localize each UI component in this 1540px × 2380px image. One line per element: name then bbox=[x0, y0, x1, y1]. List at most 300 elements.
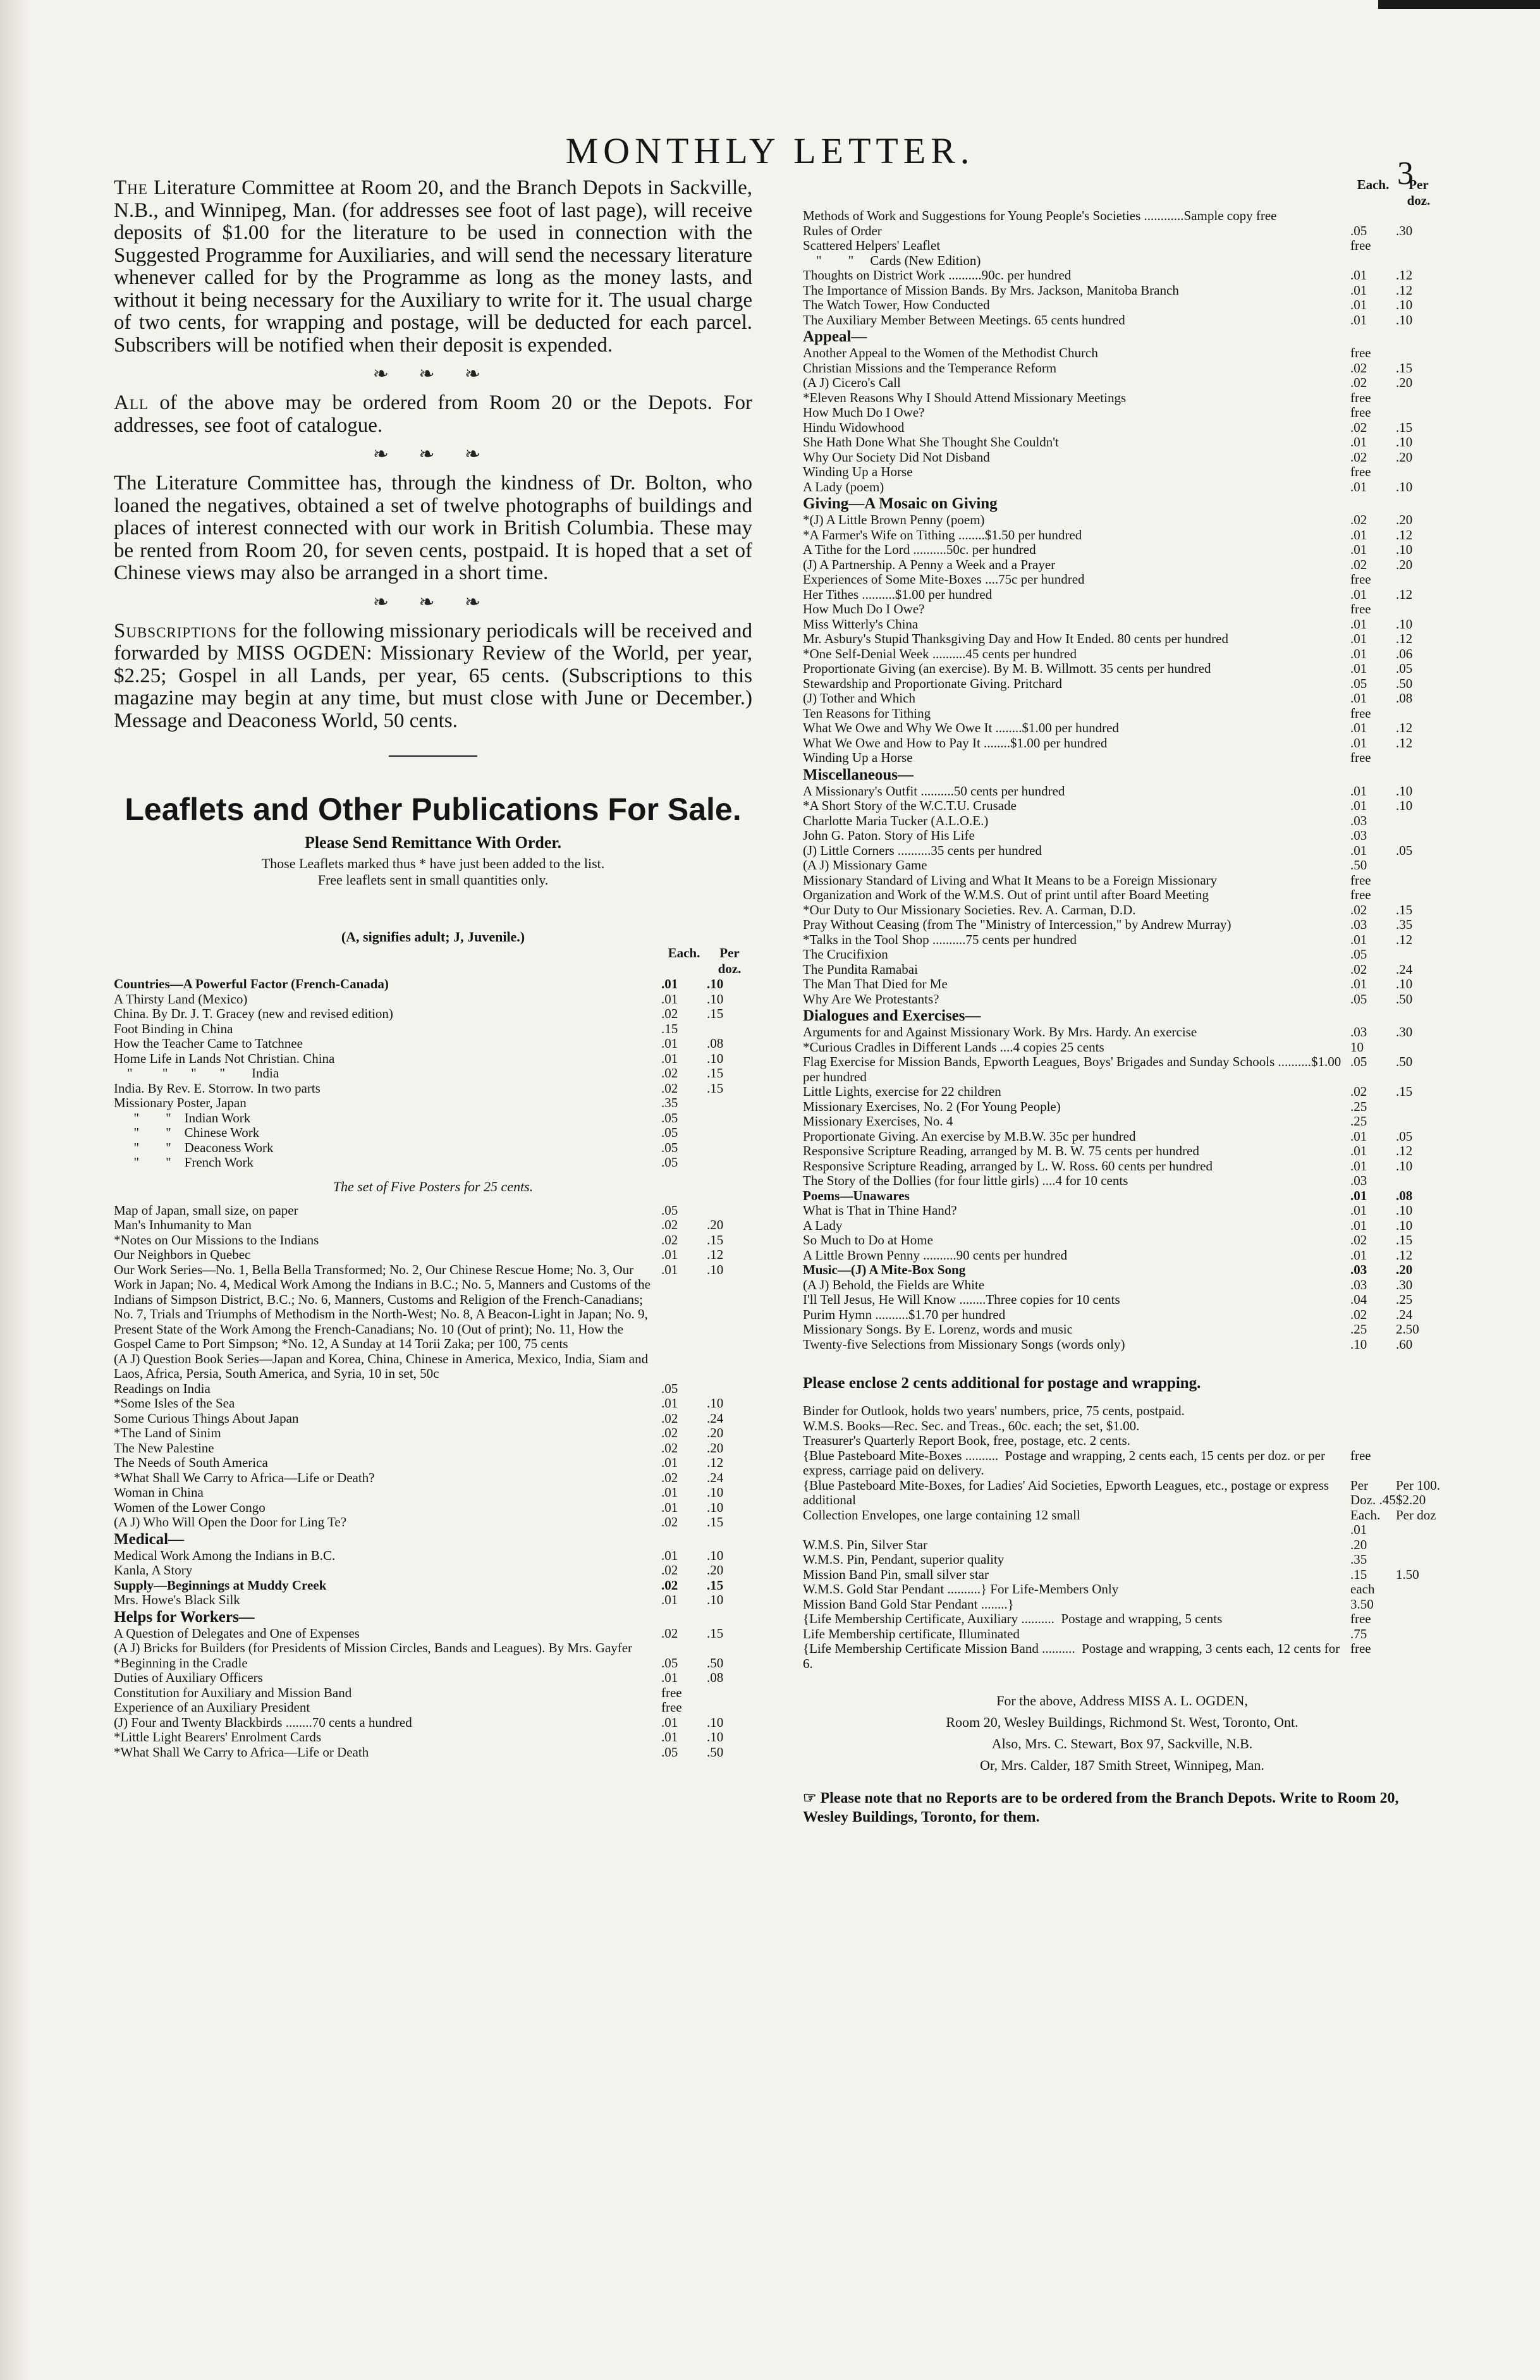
price-per-doz: .50 bbox=[707, 1744, 724, 1760]
list-music bbox=[803, 1278, 1441, 1353]
price-per-doz: .10 bbox=[1396, 542, 1413, 557]
list-item bbox=[114, 1022, 752, 1037]
price-per-doz bbox=[1396, 1582, 1441, 1597]
price-each: .02 bbox=[661, 1577, 678, 1593]
price-per-doz bbox=[1396, 465, 1441, 480]
price-each: .01 bbox=[1350, 586, 1367, 602]
list-item bbox=[803, 376, 1441, 391]
list-misc-left bbox=[114, 1203, 752, 1530]
list-supply bbox=[114, 1593, 752, 1608]
section-giving: Giving—A Mosaic on Giving bbox=[803, 495, 998, 512]
section-poems bbox=[803, 1189, 1441, 1204]
price-per-doz: .15 bbox=[1396, 1232, 1413, 1248]
item-title: So Much to Do at Home bbox=[803, 1232, 933, 1248]
price-per-doz bbox=[1396, 1114, 1441, 1129]
item-title: {Life Membership Certificate, Auxiliary .......... Postage and wrapping, 5 cents bbox=[803, 1611, 1223, 1626]
paragraph-lead: The bbox=[114, 176, 148, 199]
list-item bbox=[803, 465, 1441, 480]
price-per-doz: .12 bbox=[1396, 586, 1413, 602]
per-doz-header: Per doz. bbox=[1407, 177, 1431, 208]
price-each: .02 bbox=[661, 1080, 678, 1096]
price-each: free bbox=[1350, 464, 1371, 479]
list-item bbox=[803, 888, 1441, 903]
list-item bbox=[114, 1671, 752, 1686]
legend-note: (A, signifies adult; J, Juvenile.) bbox=[341, 929, 525, 945]
item-title: Rules of Order bbox=[803, 223, 882, 238]
address-block bbox=[803, 1690, 1441, 1776]
list-item bbox=[803, 799, 1441, 814]
item-title: The Needs of South America bbox=[114, 1455, 268, 1470]
item-title: Proportionate Giving. An exercise by M.B.W. 35c per hundred bbox=[803, 1128, 1136, 1144]
postage-note: Please enclose 2 cents additional for postage and wrapping. bbox=[803, 1375, 1201, 1392]
price-per-doz: .06 bbox=[1396, 646, 1413, 661]
price-each: .01 bbox=[661, 1455, 678, 1470]
ornament: ❧ ❧ ❧ bbox=[372, 364, 494, 384]
subscriptions-paragraph bbox=[114, 620, 752, 733]
price-per-doz bbox=[707, 1700, 752, 1715]
price-each: .02 bbox=[1350, 360, 1367, 376]
item-title: I'll Tell Jesus, He Will Know ........Three copies for 10 cents bbox=[803, 1292, 1120, 1307]
list-dialogues bbox=[803, 1025, 1441, 1189]
list-item bbox=[803, 528, 1441, 543]
item-title: (J) Four and Twenty Blackbirds ........70 cents a hundred bbox=[114, 1714, 412, 1730]
price-each: .01 bbox=[1350, 542, 1367, 557]
price-per-doz: .25 bbox=[1396, 1292, 1413, 1307]
price-per-doz bbox=[1396, 391, 1441, 406]
price-each: .10 bbox=[1350, 1336, 1367, 1352]
list-item bbox=[803, 572, 1441, 587]
price-per-doz bbox=[707, 1022, 752, 1037]
price-each: .03 bbox=[1350, 1024, 1367, 1040]
list-item bbox=[803, 283, 1441, 298]
item-title: Some Curious Things About Japan bbox=[114, 1410, 299, 1426]
section-title: Poems—Unawares bbox=[803, 1187, 910, 1203]
price-each: .01 bbox=[1350, 297, 1367, 312]
item-title: (A J) Bricks for Builders (for Presidents of Mission Circles, Bands and Leagues). By Mrs. Gayfer bbox=[114, 1640, 633, 1655]
item-title: Missionary Standard of Living and What It Means to be a Foreign Missionary bbox=[803, 872, 1218, 888]
price-per-doz: .08 bbox=[707, 1036, 724, 1051]
price-per-doz: .15 bbox=[707, 1232, 724, 1248]
price-per-doz: .15 bbox=[707, 1080, 724, 1096]
list-item bbox=[114, 1700, 752, 1715]
item-title: Mr. Asbury's Stupid Thanksgiving Day and How It Ended. 80 cents per hundred bbox=[803, 631, 1228, 646]
list-item bbox=[803, 1218, 1441, 1234]
list-item bbox=[803, 736, 1441, 751]
price-per-doz: Per 100. $2.20 bbox=[1396, 1477, 1440, 1507]
price-per-doz: .10 bbox=[1396, 616, 1413, 632]
price-each bbox=[661, 1352, 707, 1382]
list-item bbox=[803, 1144, 1441, 1159]
price-per-doz bbox=[1396, 814, 1441, 829]
list-item bbox=[803, 435, 1441, 450]
section-miscellaneous: Miscellaneous— bbox=[803, 766, 914, 783]
price-each: .20 bbox=[1350, 1537, 1367, 1552]
price-each: .01 bbox=[1350, 1247, 1367, 1263]
price-per-doz bbox=[707, 1141, 752, 1156]
price-per-doz bbox=[1396, 858, 1441, 873]
price-each: .04 bbox=[1350, 1292, 1367, 1307]
list-item bbox=[803, 1233, 1441, 1248]
list-miscellaneous bbox=[803, 784, 1441, 1007]
price-per-doz bbox=[1396, 1597, 1441, 1612]
price-each bbox=[1350, 1404, 1396, 1419]
price-each: free bbox=[1350, 1611, 1371, 1626]
price-each: free bbox=[1350, 390, 1371, 405]
item-title: John G. Paton. Story of His Life bbox=[803, 828, 975, 843]
list-item bbox=[114, 1248, 752, 1263]
price-each: .05 bbox=[661, 1125, 678, 1140]
price-per-doz: .15 bbox=[707, 1625, 724, 1641]
price-each bbox=[661, 1641, 707, 1656]
price-each: .01 bbox=[661, 1670, 678, 1685]
item-title: Experiences of Some Mite-Boxes ....75c per hundred bbox=[803, 572, 1085, 587]
price-per-doz: .50 bbox=[1396, 991, 1413, 1007]
list-item bbox=[803, 238, 1441, 254]
item-title: " " Indian Work bbox=[114, 1110, 251, 1126]
price-per-doz: .20 bbox=[707, 1425, 724, 1440]
price-per-doz: .10 bbox=[1396, 783, 1413, 799]
price-each: .05 bbox=[661, 1655, 678, 1671]
price-each: .05 bbox=[1350, 675, 1367, 691]
price-each: .02 bbox=[1350, 961, 1367, 977]
item-title: Stewardship and Proportionate Giving. Pritchard bbox=[803, 675, 1063, 691]
item-title: (A J) Behold, the Fields are White bbox=[803, 1277, 985, 1292]
price-per-doz: .10 bbox=[707, 1499, 724, 1515]
price-per-doz: .12 bbox=[707, 1247, 724, 1262]
item-title: A Thirsty Land (Mexico) bbox=[114, 991, 248, 1007]
section-title: Supply—Beginnings at Muddy Creek bbox=[114, 1577, 327, 1593]
price-per-doz: .12 bbox=[1396, 267, 1413, 283]
section-helps: Helps for Workers— bbox=[114, 1608, 255, 1626]
item-title: A Tithe for the Lord ..........50c. per hundred bbox=[803, 542, 1036, 557]
price-each: .05 bbox=[661, 1139, 678, 1155]
price-per-doz: .15 bbox=[707, 1514, 724, 1530]
list-item bbox=[803, 1084, 1441, 1100]
list-item bbox=[114, 1382, 752, 1397]
item-title: Proportionate Giving (an exercise). By M. B. Willmott. 35 cents per hundred bbox=[803, 661, 1211, 676]
price-each: .02 bbox=[1350, 419, 1367, 435]
price-each: .02 bbox=[1350, 449, 1367, 465]
price-each: .25 bbox=[1350, 1322, 1367, 1337]
item-title: Readings on India bbox=[114, 1380, 211, 1396]
item-title: A Lady (poem) bbox=[803, 479, 884, 494]
price-per-doz bbox=[1396, 346, 1441, 361]
price-per-doz: .50 bbox=[1396, 675, 1413, 691]
item-title: Ten Reasons for Tithing bbox=[803, 705, 931, 721]
price-per-doz: .24 bbox=[707, 1469, 724, 1485]
price-each: free bbox=[1350, 750, 1371, 765]
list-item bbox=[114, 1656, 752, 1671]
list-item bbox=[114, 1126, 752, 1141]
price-per-doz: .12 bbox=[1396, 931, 1413, 947]
list-item bbox=[803, 784, 1441, 799]
list-item bbox=[803, 1114, 1441, 1129]
price-per-doz: .12 bbox=[707, 1455, 724, 1470]
price-per-doz: .20 bbox=[1396, 512, 1413, 527]
section-countries bbox=[114, 977, 752, 992]
price-each: .03 bbox=[1350, 1173, 1367, 1188]
item-title: Foot Binding in China bbox=[114, 1021, 233, 1036]
price-per-doz: .10 bbox=[707, 1729, 724, 1745]
section-supply bbox=[114, 1578, 752, 1593]
item-title: (A J) Who Will Open the Door for Ling Te? bbox=[114, 1514, 347, 1530]
each-header: Each. bbox=[1357, 177, 1390, 192]
remittance-note: Please Send Remittance With Order. bbox=[304, 833, 562, 852]
list-item bbox=[114, 1036, 752, 1052]
price-per-doz bbox=[1396, 238, 1441, 254]
price-each: 10 bbox=[1350, 1039, 1364, 1055]
list-item bbox=[803, 1419, 1441, 1434]
item-title: " " French Work bbox=[114, 1155, 254, 1170]
item-title: A Little Brown Penny ..........90 cents per hundred bbox=[803, 1247, 1068, 1263]
item-title: Another Appeal to the Women of the Methodist Church bbox=[803, 345, 1098, 360]
price-per-doz bbox=[1396, 1612, 1441, 1627]
list-item bbox=[803, 814, 1441, 829]
list-item bbox=[803, 1203, 1441, 1218]
price-per-doz: .10 bbox=[1396, 798, 1413, 813]
list-item bbox=[803, 1322, 1441, 1337]
list-item bbox=[114, 1456, 752, 1471]
list-item bbox=[803, 313, 1441, 328]
list-item bbox=[803, 873, 1441, 888]
branch-depot-notice: ☞ Please note that no Reports are to be ordered from the Branch Depots. Write to Room 20, Wesley Buildings, Toronto, for them. bbox=[803, 1790, 1399, 1825]
address-line: Also, Mrs. C. Stewart, Box 97, Sackville, N.B. bbox=[991, 1736, 1253, 1751]
price-per-doz bbox=[1396, 1404, 1441, 1419]
list-item bbox=[114, 1141, 752, 1156]
list-item bbox=[114, 1745, 752, 1760]
item-title: What We Owe and How to Pay It ........$1.00 per hundred bbox=[803, 735, 1108, 751]
price-per-doz bbox=[1396, 751, 1441, 766]
price-per-doz: .10 bbox=[707, 976, 724, 991]
price-per-doz bbox=[1396, 572, 1441, 587]
item-title: The Watch Tower, How Conducted bbox=[803, 297, 990, 312]
list-item bbox=[803, 1641, 1441, 1671]
item-title: Binder for Outlook, holds two years' numbers, price, 75 cents, postpaid. bbox=[803, 1403, 1185, 1418]
item-title: Our Neighbors in Quebec bbox=[114, 1247, 251, 1262]
price-per-doz: .20 bbox=[1396, 375, 1413, 390]
item-title: What We Owe and Why We Owe It ........$1.00 per hundred bbox=[803, 720, 1119, 735]
price-each: .05 bbox=[1350, 947, 1367, 962]
price-each: free bbox=[1350, 1447, 1371, 1463]
price-per-doz: 1.50 bbox=[1396, 1566, 1419, 1582]
list-item bbox=[803, 1597, 1441, 1612]
item-title: Kanla, A Story bbox=[114, 1562, 193, 1578]
section-dialogues: Dialogues and Exercises— bbox=[803, 1007, 981, 1024]
price-each: .01 bbox=[1350, 631, 1367, 646]
list-item bbox=[803, 1552, 1441, 1567]
price-per-doz bbox=[1396, 602, 1441, 617]
price-per-doz bbox=[1396, 706, 1441, 721]
price-per-doz: .20 bbox=[707, 1217, 724, 1232]
price-per-doz: .08 bbox=[1396, 1187, 1413, 1203]
address-line: Room 20, Wesley Buildings, Richmond St. West, Toronto, Ont. bbox=[946, 1714, 1299, 1730]
price-each: .03 bbox=[1350, 828, 1367, 843]
price-each: .01 bbox=[1350, 1187, 1367, 1203]
item-title: The Pundita Ramabai bbox=[803, 961, 918, 977]
list-item bbox=[803, 1278, 1441, 1293]
price-per-doz bbox=[707, 1203, 752, 1218]
item-title: The Auxiliary Member Between Meetings. 65 cents hundred bbox=[803, 312, 1125, 328]
item-title: *Eleven Reasons Why I Should Attend Missionary Meetings bbox=[803, 390, 1127, 405]
price-each: .05 bbox=[1350, 991, 1367, 1007]
item-title: Experience of an Auxiliary President bbox=[114, 1700, 310, 1715]
price-each: free bbox=[1350, 601, 1371, 616]
list-item bbox=[114, 1471, 752, 1486]
price-each: .35 bbox=[661, 1095, 678, 1110]
list-item bbox=[803, 1174, 1441, 1189]
price-each: .02 bbox=[661, 1410, 678, 1426]
list-item bbox=[114, 1396, 752, 1411]
price-each: 3.50 bbox=[1350, 1596, 1374, 1612]
price-each: .01 bbox=[1350, 720, 1367, 735]
item-title: Man's Inhumanity to Man bbox=[114, 1217, 252, 1232]
price-each: .01 bbox=[661, 1036, 678, 1051]
list-item bbox=[803, 209, 1441, 224]
item-title: " " Cards (New Edition) bbox=[803, 252, 981, 268]
ornament: ❧ ❧ ❧ bbox=[372, 444, 494, 465]
item-title: Arguments for and Against Missionary Work. By Mrs. Hardy. An exercise bbox=[803, 1024, 1197, 1040]
price-each: .02 bbox=[661, 1469, 678, 1485]
list-item bbox=[114, 1626, 752, 1641]
list-item bbox=[803, 298, 1441, 313]
price-per-doz: .15 bbox=[1396, 419, 1413, 435]
price-per-doz bbox=[1396, 1552, 1441, 1567]
paragraph-lead: All bbox=[114, 391, 149, 414]
item-title: {Life Membership Certificate Mission Band .......... Postage and wrapping, 3 cents each, 12 cents for 6. bbox=[803, 1641, 1343, 1671]
item-title: (J) A Partnership. A Penny a Week and a Prayer bbox=[803, 556, 1056, 572]
price-each: .01 bbox=[1350, 527, 1367, 543]
item-title: Organization and Work of the W.M.S. Out of print until after Board Meeting bbox=[803, 887, 1209, 902]
price-per-doz: .35 bbox=[1396, 917, 1413, 932]
price-each: .02 bbox=[661, 1514, 678, 1530]
item-title: The Importance of Mission Bands. By Mrs. Jackson, Manitoba Branch bbox=[803, 282, 1179, 298]
item-title: Medical Work Among the Indians in B.C. bbox=[114, 1547, 336, 1563]
item-title: Little Lights, exercise for 22 children bbox=[803, 1084, 1001, 1099]
item-title: " " Chinese Work bbox=[114, 1125, 260, 1140]
price-each: .01 bbox=[1350, 1203, 1367, 1218]
list-item bbox=[803, 558, 1441, 573]
item-title: *What Shall We Carry to Africa—Life or Death bbox=[114, 1744, 369, 1760]
list-item bbox=[803, 1129, 1441, 1144]
price-per-doz bbox=[1396, 1433, 1441, 1449]
price-each: .03 bbox=[1350, 917, 1367, 932]
price-each: .25 bbox=[1350, 1113, 1367, 1129]
price-each: .01 bbox=[1350, 798, 1367, 813]
item-title: Responsive Scripture Reading, arranged by M. B. W. 75 cents per hundred bbox=[803, 1143, 1199, 1158]
item-title: Missionary Exercises, No. 2 (For Young People) bbox=[803, 1098, 1061, 1114]
price-each: free bbox=[661, 1684, 682, 1700]
price-per-doz: .10 bbox=[1396, 1203, 1413, 1218]
price-per-doz: .12 bbox=[1396, 720, 1413, 735]
item-title: Twenty-five Selections from Missionary Songs (words only) bbox=[803, 1336, 1125, 1352]
price-each: .02 bbox=[661, 1232, 678, 1248]
order-paragraph bbox=[114, 392, 752, 437]
page-number: 3 bbox=[1397, 156, 1414, 192]
price-each: .01 bbox=[1350, 783, 1367, 799]
price-per-doz: .05 bbox=[1396, 842, 1413, 858]
price-each: .02 bbox=[1350, 375, 1367, 390]
price-per-doz bbox=[707, 1641, 752, 1656]
price-per-doz: .05 bbox=[1396, 1128, 1413, 1144]
list-item bbox=[803, 843, 1441, 859]
item-title: Responsive Scripture Reading, arranged by L. W. Ross. 60 cents per hundred bbox=[803, 1158, 1213, 1174]
price-per-doz: .10 bbox=[707, 991, 724, 1007]
item-title: A Question of Delegates and One of Expenses bbox=[114, 1625, 360, 1641]
price-each: .01 bbox=[1350, 616, 1367, 632]
scan-top-bar bbox=[1378, 0, 1540, 9]
item-title: The Crucifixion bbox=[803, 947, 888, 962]
price-each: .15 bbox=[1350, 1566, 1367, 1582]
price-per-doz bbox=[1396, 1641, 1441, 1671]
list-appeal bbox=[803, 346, 1441, 494]
item-title: {Blue Pasteboard Mite-Boxes, for Ladies' Aid Societies, Epworth Leagues, etc., postage or express additional bbox=[803, 1477, 1333, 1507]
catalogue-title: Leaflets and Other Publications For Sale. bbox=[125, 792, 742, 827]
price-per-doz: .12 bbox=[1396, 735, 1413, 751]
price-per-doz: .10 bbox=[707, 1592, 724, 1607]
list-item bbox=[803, 1404, 1441, 1419]
item-title: Our Work Series—No. 1, Bella Bella Transformed; No. 2, Our Chinese Rescue Home; No. 3, Our Work in Japan; No. 4, Medical Work Among the Indians in B.C.; No. 5, Manners and Customs of the Indians of Simpson District, B.C.; No. 6, Manners, Customs and Religion of the French-Canadians; No. 7, Trials and Triumphs of Methodism in the North-West; No. 8, A Beacon-Light in Japan; No. 9, Present State of the Work Among the French-Canadians; No. 10 (Out of print); No. 11, How the Gospel Came to Port Simpson; *No. 12, A Sunday at 14 Torii Zaka; per 100, 75 cents bbox=[114, 1261, 654, 1351]
list-item bbox=[803, 977, 1441, 992]
posters-caption: The set of Five Posters for 25 cents. bbox=[333, 1178, 534, 1194]
price-per-doz: .24 bbox=[1396, 1306, 1413, 1322]
price-per-doz bbox=[707, 1686, 752, 1701]
price-per-doz bbox=[707, 1126, 752, 1141]
list-item bbox=[803, 721, 1441, 736]
item-title: How Much Do I Owe? bbox=[803, 601, 925, 616]
price-per-doz: Per doz bbox=[1396, 1507, 1436, 1523]
price-per-doz: .10 bbox=[707, 1395, 724, 1411]
price-per-doz bbox=[1396, 254, 1441, 269]
price-per-doz: .10 bbox=[1396, 479, 1413, 494]
running-title: MONTHLY LETTER. bbox=[565, 130, 975, 171]
price-per-doz: .15 bbox=[707, 1006, 724, 1021]
price-per-doz: .10 bbox=[1396, 297, 1413, 312]
list-item bbox=[803, 828, 1441, 843]
price-each: .01 bbox=[1350, 267, 1367, 283]
price-each: .03 bbox=[1350, 1277, 1367, 1292]
price-per-doz: .10 bbox=[1396, 312, 1413, 328]
list-item bbox=[803, 1025, 1441, 1040]
list-item bbox=[114, 1426, 752, 1441]
price-each bbox=[1350, 1419, 1396, 1434]
price-each: .01 bbox=[661, 1485, 678, 1500]
price-per-doz: .10 bbox=[707, 1714, 724, 1730]
item-title: *Some Isles of the Sea bbox=[114, 1395, 235, 1411]
price-each: .02 bbox=[661, 1562, 678, 1578]
item-title: Her Tithes ..........$1.00 per hundred bbox=[803, 586, 993, 602]
list-item bbox=[114, 1563, 752, 1578]
price-each: Per Doz. .45 bbox=[1350, 1477, 1396, 1507]
price-per-doz bbox=[707, 1155, 752, 1170]
list-item bbox=[114, 1593, 752, 1608]
item-title: The Story of the Dollies (for four little girls) ....4 for 10 cents bbox=[803, 1173, 1128, 1188]
list-item bbox=[803, 1567, 1441, 1583]
item-title: Mission Band Pin, small silver star bbox=[803, 1566, 989, 1582]
price-per-doz: .10 bbox=[707, 1547, 724, 1563]
price-each: .01 bbox=[661, 1592, 678, 1607]
list-item bbox=[803, 992, 1441, 1007]
price-per-doz: .12 bbox=[1396, 631, 1413, 646]
price-each: .02 bbox=[1350, 902, 1367, 917]
price-each: .01 bbox=[1350, 434, 1367, 450]
item-title: Mission Band Gold Star Pendant ........} bbox=[803, 1596, 1014, 1612]
price-each: .01 bbox=[661, 1499, 678, 1515]
price-per-doz bbox=[1396, 1174, 1441, 1189]
item-title: " " Deaconess Work bbox=[114, 1139, 274, 1155]
item-title: Winding Up a Horse bbox=[803, 750, 913, 765]
price-per-doz bbox=[707, 1382, 752, 1397]
left-column bbox=[114, 177, 752, 1760]
